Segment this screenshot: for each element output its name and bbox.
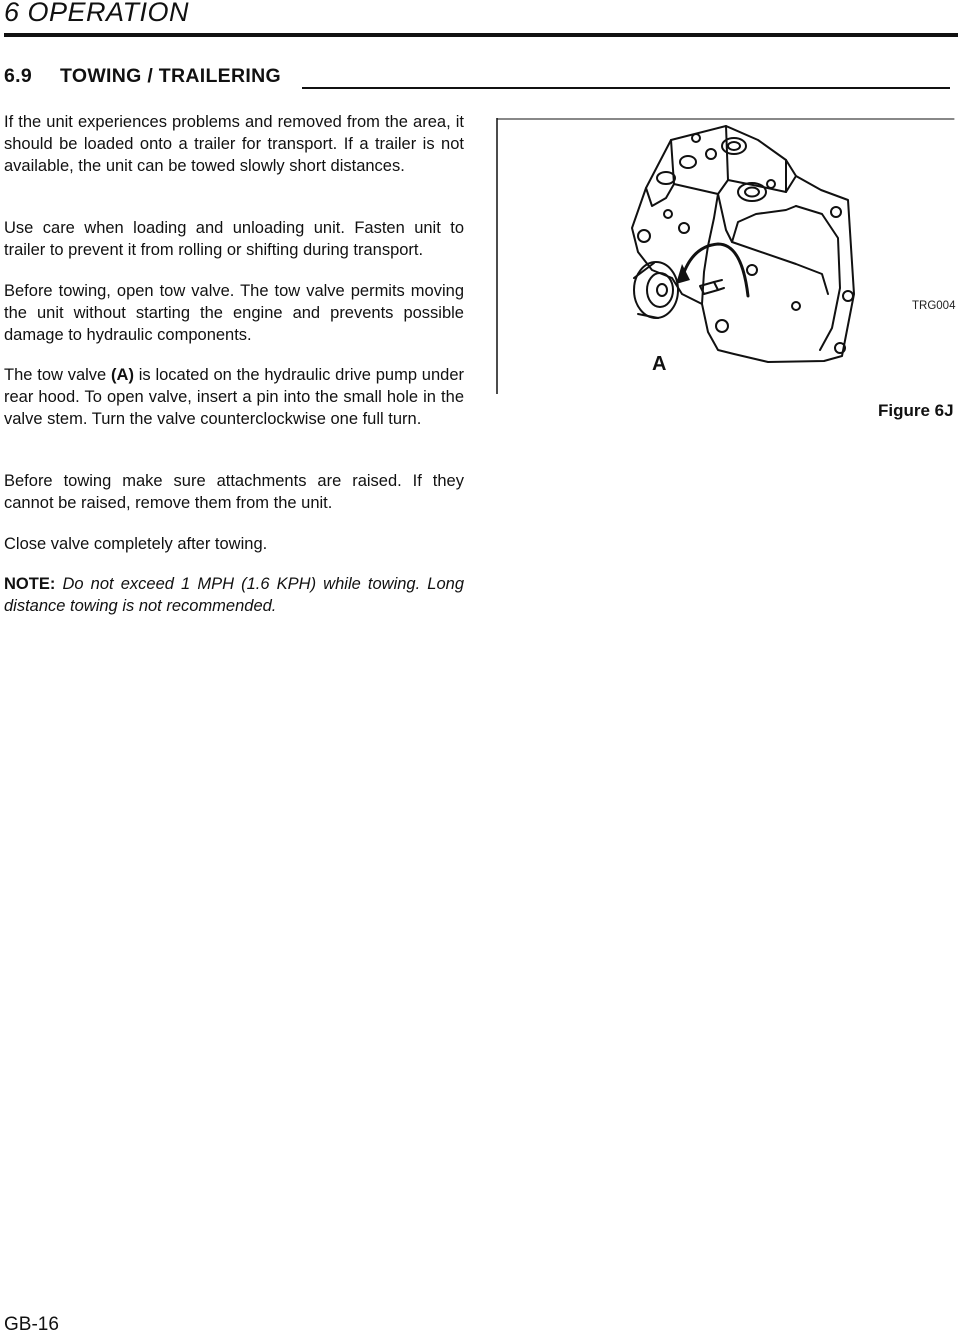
figure-code: TRG004: [912, 300, 956, 312]
note-label: NOTE:: [4, 575, 56, 593]
note: [4, 573, 464, 617]
paragraph-attachments: Before towing make sure attachments are raised. If they cannot be raised, remove them from the unit.: [4, 472, 464, 512]
page-number: GB-16: [4, 1314, 59, 1335]
figure-6j: [496, 118, 956, 394]
section-heading: [4, 62, 281, 90]
paragraph-loading: Use care when loading and unloading unit. Fasten unit to trailer to prevent it from rolling or shifting during transport.: [4, 219, 464, 259]
paragraph-close-valve: Close valve completely after towing.: [4, 535, 268, 553]
section-title: TOWING / TRAILERING: [60, 65, 281, 87]
valve-label-ref: (A): [111, 366, 134, 384]
section-number: 6.9: [4, 65, 33, 87]
figure-caption: Figure 6J: [878, 401, 954, 420]
valve-location-text-1: The tow valve: [4, 366, 112, 384]
section-rule: [302, 87, 950, 89]
chapter-rule: [4, 33, 958, 37]
chapter-title: 6 OPERATION: [4, 0, 190, 27]
hydraulic-pump-icon: [496, 118, 956, 394]
valve-location-text-2: is located on the hydraulic drive pump under rear hood. To open valve, insert a pin into the small hole in the valve stem. Turn the valve counterclockwise one full turn.: [4, 366, 464, 428]
paragraph-open-valve: Before towing, open tow valve. The tow valve permits moving the unit without starting the engine and prevents possible damage to hydraulic components.: [4, 282, 464, 344]
callout-a: A: [652, 353, 667, 375]
paragraph-valve-location: [4, 364, 464, 430]
note-text: Do not exceed 1 MPH (1.6 KPH) while towing. Long distance towing is not recommended.: [4, 575, 464, 615]
paragraph-intro: If the unit experiences problems and removed from the area, it should be loaded onto a trailer for transport. If a trailer is not available, the unit can be towed slowly short distances.: [4, 113, 464, 175]
